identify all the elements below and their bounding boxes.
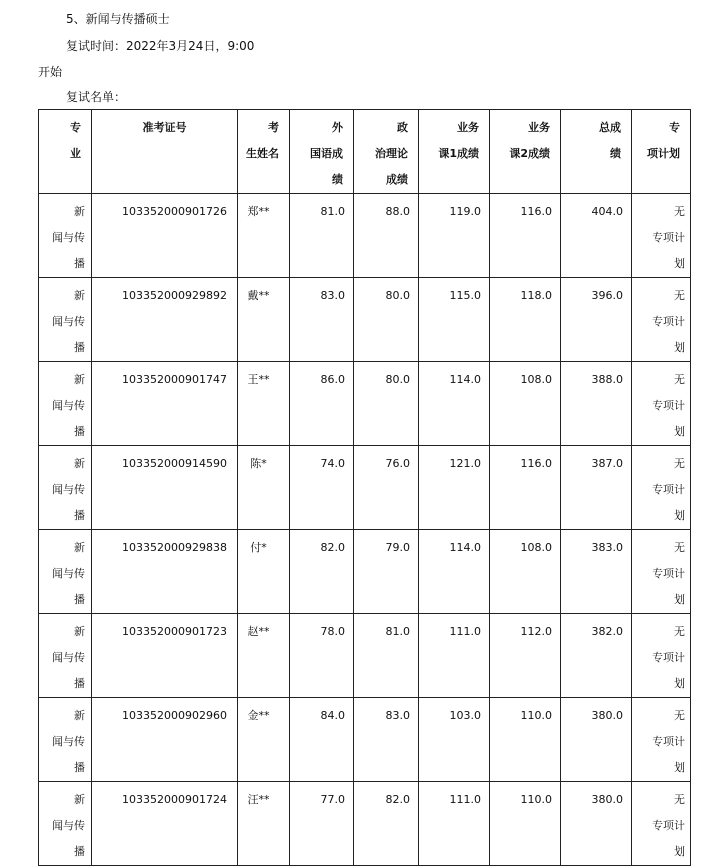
cell-major	[39, 194, 92, 278]
table-row	[39, 782, 691, 866]
cell-name: 赵**	[238, 614, 290, 698]
cell-course1-score: 115.0	[419, 278, 490, 362]
cell-course2-score: 118.0	[490, 278, 561, 362]
cell-plan	[632, 698, 691, 782]
table-row	[39, 194, 691, 278]
cell-major	[39, 782, 92, 866]
header-plan-line: 专	[669, 121, 680, 134]
cell-total-score: 383.0	[561, 530, 632, 614]
header-course2	[490, 110, 561, 194]
header-politics-line: 治理论	[375, 147, 408, 160]
cell-foreign-score: 82.0	[290, 530, 354, 614]
cell-plan-line: 专项计	[652, 567, 685, 580]
cell-course2-score: 116.0	[490, 446, 561, 530]
cell-plan-line: 无	[674, 709, 685, 722]
cell-name: 付*	[238, 530, 290, 614]
cell-major-line: 闻与传	[52, 819, 85, 832]
cell-major-line: 闻与传	[52, 399, 85, 412]
header-politics-line: 政	[397, 121, 408, 134]
cell-plan-line: 专项计	[652, 735, 685, 748]
cell-plan-line: 无	[674, 793, 685, 806]
table-row	[39, 530, 691, 614]
cell-foreign-score: 84.0	[290, 698, 354, 782]
list-label: 复试名单：	[66, 90, 127, 104]
cell-major-line: 新	[74, 457, 85, 470]
start-label: 开始	[38, 65, 63, 79]
header-course2-line: 业务	[528, 121, 550, 134]
cell-foreign-score: 74.0	[290, 446, 354, 530]
cell-course1-score: 111.0	[419, 782, 490, 866]
header-foreign-line: 国语成	[310, 147, 343, 160]
cell-course1-score: 103.0	[419, 698, 490, 782]
cell-plan-line: 划	[674, 845, 685, 858]
header-course1-line: 业务	[457, 121, 479, 134]
cell-politics-score: 81.0	[354, 614, 419, 698]
cell-name: 陈*	[238, 446, 290, 530]
cell-plan-line: 无	[674, 625, 685, 638]
cell-major	[39, 698, 92, 782]
cell-foreign-score: 77.0	[290, 782, 354, 866]
header-course1-line: 课1成绩	[438, 147, 479, 160]
cell-plan-line: 划	[674, 593, 685, 606]
header-major-line: 业	[70, 147, 81, 160]
cell-major-line: 新	[74, 793, 85, 806]
cell-total-score: 380.0	[561, 698, 632, 782]
cell-plan-line: 无	[674, 541, 685, 554]
cell-plan-line: 专项计	[652, 819, 685, 832]
cell-major-line: 播	[74, 509, 85, 522]
section-title: 5、新闻与传播硕士	[66, 12, 170, 26]
cell-plan-line: 无	[674, 289, 685, 302]
header-total-line: 绩	[610, 147, 621, 160]
cell-plan	[632, 194, 691, 278]
cell-total-score: 382.0	[561, 614, 632, 698]
cell-major	[39, 278, 92, 362]
header-foreign	[290, 110, 354, 194]
cell-plan-line: 划	[674, 677, 685, 690]
header-foreign-line: 外	[332, 121, 343, 134]
cell-major-line: 播	[74, 845, 85, 858]
cell-major-line: 播	[74, 341, 85, 354]
cell-politics-score: 88.0	[354, 194, 419, 278]
cell-course1-score: 114.0	[419, 362, 490, 446]
table-row	[39, 278, 691, 362]
cell-total-score: 380.0	[561, 782, 632, 866]
cell-plan-line: 无	[674, 457, 685, 470]
header-major-line: 专	[70, 121, 81, 134]
cell-major-line: 新	[74, 373, 85, 386]
cell-plan-line: 划	[674, 509, 685, 522]
cell-plan-line: 划	[674, 425, 685, 438]
cell-major-line: 新	[74, 541, 85, 554]
cell-course2-score: 108.0	[490, 362, 561, 446]
cell-plan-line: 无	[674, 373, 685, 386]
cell-name: 汪**	[238, 782, 290, 866]
header-name-line: 考	[268, 121, 279, 134]
header-plan-line: 项计划	[647, 147, 680, 160]
cell-course1-score: 114.0	[419, 530, 490, 614]
cell-name: 王**	[238, 362, 290, 446]
cell-major-line: 闻与传	[52, 651, 85, 664]
cell-politics-score: 80.0	[354, 362, 419, 446]
retest-list-table	[38, 109, 691, 866]
cell-course1-score: 119.0	[419, 194, 490, 278]
cell-plan-line: 专项计	[652, 231, 685, 244]
cell-plan-line: 专项计	[652, 483, 685, 496]
cell-ticket-id: 103352000929838	[92, 530, 238, 614]
cell-plan	[632, 446, 691, 530]
cell-ticket-id: 103352000901747	[92, 362, 238, 446]
header-plan	[632, 110, 691, 194]
cell-major	[39, 362, 92, 446]
header-ticket	[92, 110, 238, 194]
cell-total-score: 387.0	[561, 446, 632, 530]
cell-major-line: 播	[74, 257, 85, 270]
cell-plan-line: 无	[674, 205, 685, 218]
cell-politics-score: 79.0	[354, 530, 419, 614]
cell-course2-score: 110.0	[490, 782, 561, 866]
cell-plan	[632, 530, 691, 614]
cell-plan-line: 专项计	[652, 651, 685, 664]
header-name	[238, 110, 290, 194]
cell-plan-line: 专项计	[652, 315, 685, 328]
cell-course1-score: 121.0	[419, 446, 490, 530]
cell-major	[39, 446, 92, 530]
cell-major-line: 闻与传	[52, 567, 85, 580]
cell-major	[39, 530, 92, 614]
cell-plan-line: 划	[674, 341, 685, 354]
cell-name: 郑**	[238, 194, 290, 278]
retest-time: 复试时间：2022年3月24日，9:00	[66, 39, 255, 53]
cell-course2-score: 116.0	[490, 194, 561, 278]
cell-course2-score: 110.0	[490, 698, 561, 782]
header-ticket-line: 准考证号	[142, 121, 187, 134]
cell-plan-line: 划	[674, 257, 685, 270]
cell-course2-score: 112.0	[490, 614, 561, 698]
cell-plan	[632, 614, 691, 698]
cell-politics-score: 82.0	[354, 782, 419, 866]
cell-name: 金**	[238, 698, 290, 782]
cell-plan	[632, 362, 691, 446]
cell-total-score: 404.0	[561, 194, 632, 278]
table-row	[39, 698, 691, 782]
header-politics-line: 成绩	[386, 173, 408, 186]
header-major	[39, 110, 92, 194]
cell-major-line: 闻与传	[52, 735, 85, 748]
cell-foreign-score: 86.0	[290, 362, 354, 446]
cell-ticket-id: 103352000929892	[92, 278, 238, 362]
cell-ticket-id: 103352000902960	[92, 698, 238, 782]
cell-course1-score: 111.0	[419, 614, 490, 698]
cell-ticket-id: 103352000901724	[92, 782, 238, 866]
cell-course2-score: 108.0	[490, 530, 561, 614]
cell-ticket-id: 103352000901726	[92, 194, 238, 278]
cell-major-line: 新	[74, 289, 85, 302]
cell-major-line: 播	[74, 761, 85, 774]
cell-major	[39, 614, 92, 698]
header-politics	[354, 110, 419, 194]
table-row	[39, 362, 691, 446]
cell-plan	[632, 278, 691, 362]
table-row	[39, 446, 691, 530]
cell-major-line: 播	[74, 425, 85, 438]
header-course1	[419, 110, 490, 194]
cell-foreign-score: 83.0	[290, 278, 354, 362]
cell-politics-score: 80.0	[354, 278, 419, 362]
cell-major-line: 闻与传	[52, 315, 85, 328]
header-total	[561, 110, 632, 194]
table-row	[39, 614, 691, 698]
header-foreign-line: 绩	[332, 173, 343, 186]
cell-plan	[632, 782, 691, 866]
cell-major-line: 播	[74, 677, 85, 690]
cell-major-line: 新	[74, 205, 85, 218]
cell-politics-score: 83.0	[354, 698, 419, 782]
header-row	[39, 110, 691, 194]
cell-major-line: 播	[74, 593, 85, 606]
header-name-line: 生姓名	[246, 147, 279, 160]
cell-politics-score: 76.0	[354, 446, 419, 530]
header-course2-line: 课2成绩	[509, 147, 550, 160]
cell-name: 戴**	[238, 278, 290, 362]
cell-major-line: 闻与传	[52, 231, 85, 244]
cell-major-line: 闻与传	[52, 483, 85, 496]
cell-major-line: 新	[74, 625, 85, 638]
cell-total-score: 396.0	[561, 278, 632, 362]
header-total-line: 总成	[599, 121, 621, 134]
cell-foreign-score: 78.0	[290, 614, 354, 698]
cell-major-line: 新	[74, 709, 85, 722]
cell-foreign-score: 81.0	[290, 194, 354, 278]
cell-plan-line: 划	[674, 761, 685, 774]
cell-plan-line: 专项计	[652, 399, 685, 412]
cell-ticket-id: 103352000914590	[92, 446, 238, 530]
cell-total-score: 388.0	[561, 362, 632, 446]
cell-ticket-id: 103352000901723	[92, 614, 238, 698]
